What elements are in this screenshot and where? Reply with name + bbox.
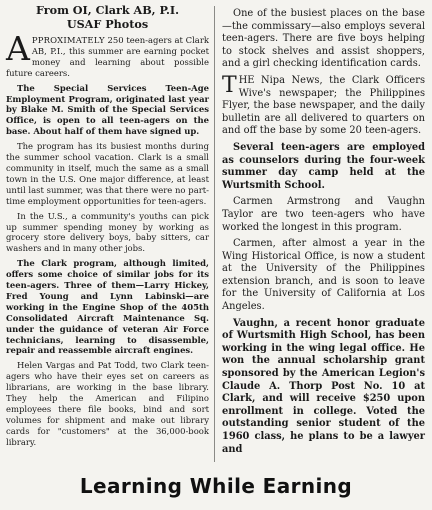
paragraph-engine-shop: The Clark program, although limited, offers some choice of similar jobs for its teen-agers. Three of them—Larry Hickey, Fred Young and Lynn Labinski—are working in the Engine Shop of the 405th Consolidated Aircraft Maintenance Sq. under the guidance of veteran Air Force technicians, learning to disassemble, repair and reassemble aircraft engines. [6, 258, 209, 356]
paragraph-us-jobs: In the U.S., a community's youths can pick up summer spending money by working as grocery store delivery boys, baby sitters, car washers and in many other jobs. [6, 210, 209, 254]
right-column [222, 4, 425, 456]
newspapers-text: HE Nipa News, the Clark Officers Wive's newspaper; the Philippines Flyer, the base newspaper, and the daily bulletin are all delivered to quarters on and off the base by some 20 teen-agers. [222, 74, 425, 137]
paragraph-busiest-months: The program has its busiest months during the summer school vacation. Clark is a small community in itself, much the same as a small town in the U.S. One major difference, at least until last summer, was that there were no part-time employment opportunities for teen-agers. [6, 141, 209, 206]
lead-text: 250 teen-agers at Clark AB, P.I., this summer are earning pocket money and learning about possible future careers. [6, 35, 209, 78]
lead-caps: PPROXIMATELY [31, 35, 105, 45]
article-headline: Learning While Earning [79, 474, 353, 498]
drop-cap-a: A [6, 29, 30, 68]
left-column [6, 4, 209, 448]
paragraph-vaughn: Vaughn, a recent honor graduate of Wurtsmith High School, has been working in the wing legal office. He won the annual scholarship grant sponsored by the American Legion's Claude A. Thorp Post No. 10 at Clark, and will receive $250 upon enrollment in college. Voted the outstanding senior student of the 1960 class, he plans to be a lawyer and [222, 317, 425, 455]
paragraph-carmen: Carmen, after almost a year in the Wing Historical Office, is now a student at the University of the Philippines extension branch, and is soon to leave for the University of California at Los Angeles. [222, 238, 425, 313]
paragraph-counselors: Several teen-agers are employed as counselors during the four-week summer day camp held at the Wurtsmith School. [222, 141, 425, 191]
paragraph-commissary: One of the busiest places on the base—the commissary—also employs several teen-agers. There are five boys helping to stock shelves and assist shoppers, and a girl checking identification cards. [222, 8, 425, 70]
lead-paragraph [6, 29, 209, 79]
paragraph-program-origin: The Special Services Teen-Age Employment Program, originated last year by Blake M. Smith of the Special Services Office, is open to all teen-agers on the base. About half of them have signed up. [6, 82, 209, 137]
credit-source: From OI, Clark AB, P.I. [35, 3, 180, 17]
credit-photos: USAF Photos [66, 16, 149, 31]
paragraph-library: Helen Vargas and Pat Todd, two Clark teen-agers who have their eyes set on careers as librarians, are working in the base library. They help the American and Filipino employees there file books, bind and sort volumes for shipment and make out library cards for "customers" at the 36,000-book library. [6, 360, 209, 447]
column-divider [214, 6, 215, 462]
drop-cap-t: T [222, 72, 237, 98]
paragraph-newspapers [222, 72, 425, 138]
paragraph-longest-workers: Carmen Armstrong and Vaughn Taylor are two teen-agers who have worked the longest in this program. [222, 196, 425, 233]
photo-credit [6, 4, 209, 31]
